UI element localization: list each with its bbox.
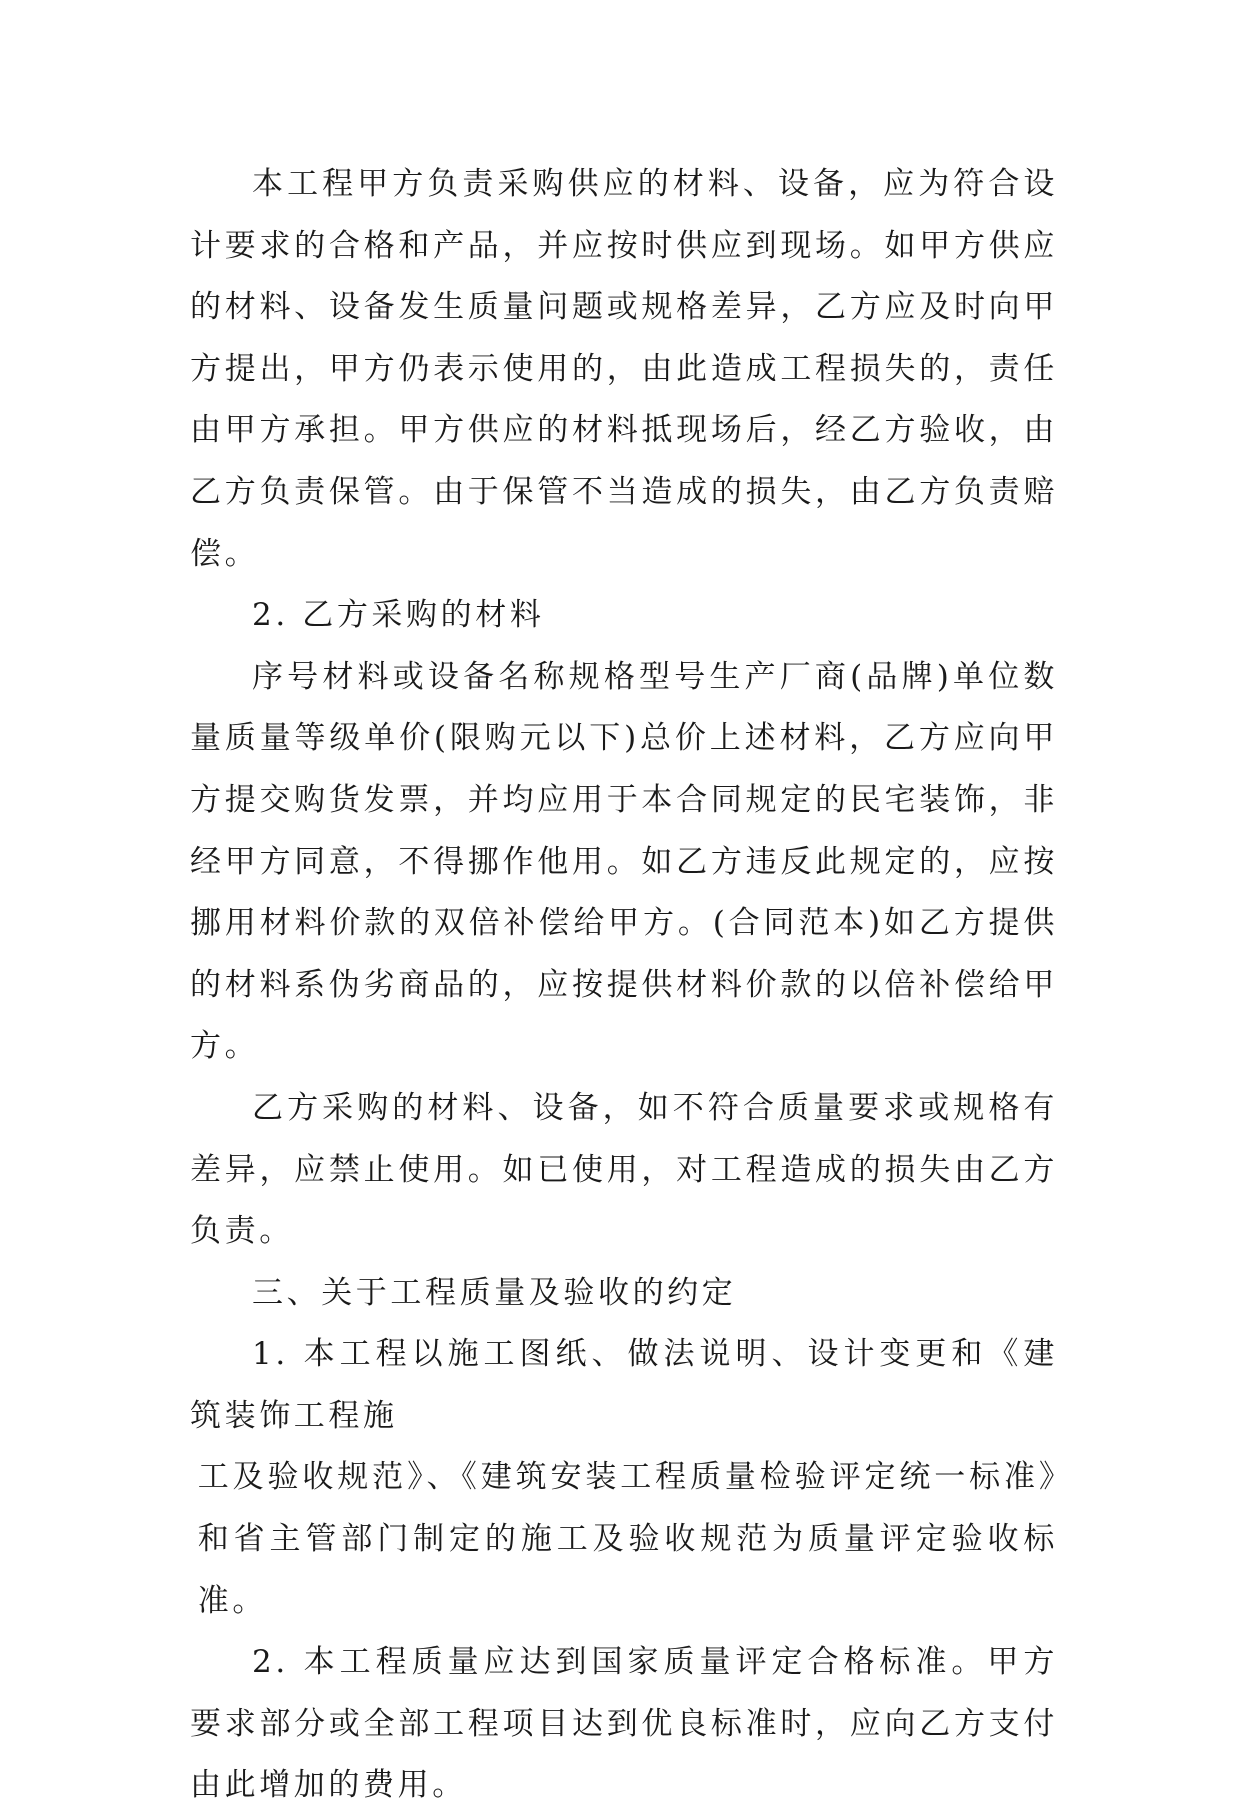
paragraph-quality-standards-start: 1. 本工程以施工图纸、做法说明、设计变更和《建筑装饰工程施: [190, 1336, 1058, 1434]
paragraph-owner-supplied-materials: 本工程甲方负责采购供应的材料、设备，应为符合设计要求的合格和产品，并应按时供应到现场。如甲方供应的材料、设备发生质量问题或规格差异，乙方应及时向甲方提出，甲方仍表示使用的，由此造成工程损失的，责任由甲方承担。甲方供应的材料抵现场后，经乙方验收，由乙方负责保管。由于保管不当造成的损失，由乙方负责赔偿。: [190, 166, 1058, 572]
paragraph-quality-standards-continued: 工及验收规范》、《建筑安装工程质量检验评定统一标准》和省主管部门制定的施工及验收规范为质量评定验收标准。: [197, 1459, 1058, 1619]
document-body: [190, 154, 1058, 1817]
section-heading-quality-acceptance: 三、关于工程质量及验收的约定: [252, 1274, 737, 1311]
heading-contractor-materials: 2. 乙方采购的材料: [252, 597, 545, 634]
paragraph-quality-grade: 2. 本工程质量应达到国家质量评定合格标准。甲方要求部分或全部工程项目达到优良标准时，应向乙方支付由此增加的费用。: [190, 1644, 1058, 1804]
paragraph-material-list-terms: 序号材料或设备名称规格型号生产厂商(品牌)单位数量质量等级单价(限购元以下)总价上述材料，乙方应向甲方提交购货发票，并均应用于本合同规定的民宅装饰，非经甲方同意，不得挪作他用。如乙方违反此规定的，应按挪用材料价款的双倍补偿给甲方。(合同范本)如乙方提供的材料系伪劣商品的，应按提供材料价款的以倍补偿给甲方。: [190, 658, 1058, 1065]
paragraph-nonconforming-materials: 乙方采购的材料、设备，如不符合质量要求或规格有差异，应禁止使用。如已使用，对工程造成的损失由乙方负责。: [190, 1089, 1058, 1250]
